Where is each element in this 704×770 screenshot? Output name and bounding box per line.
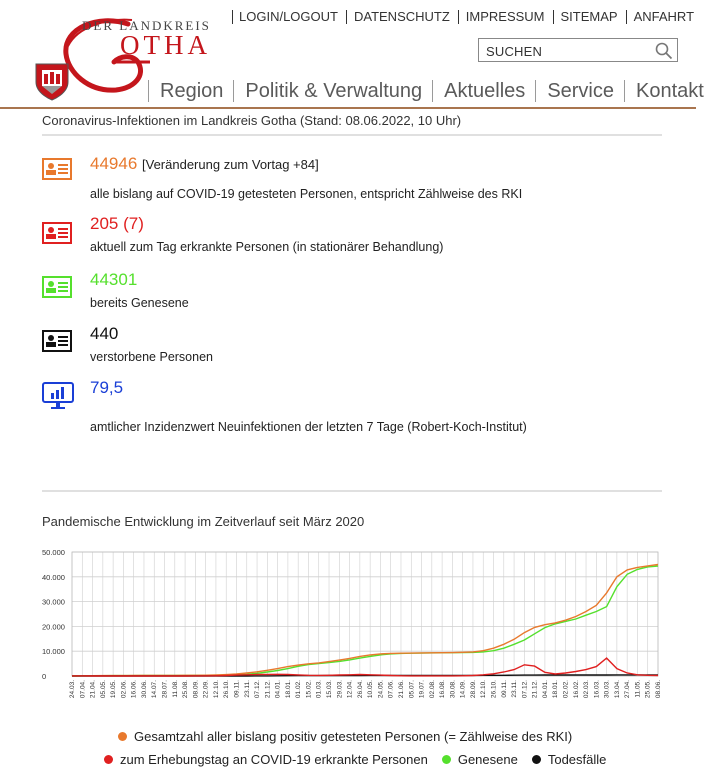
x-tick-label: 18.01. — [552, 680, 560, 699]
x-tick-label: 14.09. — [459, 680, 467, 699]
x-tick-label: 21.12. — [264, 680, 272, 699]
nav-sitemap[interactable]: SITEMAP — [553, 10, 626, 24]
x-tick-label: 02.03. — [583, 680, 591, 699]
search-input[interactable] — [478, 38, 678, 62]
x-tick-label: 04.01. — [274, 680, 282, 699]
x-tick-label: 07.12. — [254, 680, 262, 699]
top-navigation — [232, 10, 702, 24]
x-tick-label: 12.10. — [480, 680, 488, 699]
legend-dot-icon — [118, 732, 127, 741]
mainnav-region[interactable]: Region — [148, 80, 233, 102]
x-tick-label: 28.09. — [469, 680, 477, 699]
stat-incidence-value: 79,5 — [90, 378, 124, 397]
stat-total-row — [90, 154, 319, 174]
x-tick-label: 21.12. — [531, 680, 539, 699]
x-tick-label: 30.03. — [603, 680, 611, 699]
legend-label-recovered: Genesene — [457, 752, 518, 767]
x-tick-label: 15.02. — [305, 680, 313, 699]
stat-recovered-desc: bereits Genesene — [90, 296, 189, 310]
x-tick-label: 12.10. — [212, 680, 220, 699]
x-tick-label: 19.05. — [110, 680, 118, 699]
legend-dot-icon — [442, 755, 451, 764]
stat-sick-value: 205 (7) — [90, 214, 144, 233]
search-icon[interactable] — [655, 42, 673, 60]
id-card-icon — [42, 276, 72, 298]
x-tick-label: 24.03. — [69, 680, 76, 699]
x-tick-label: 02.06. — [120, 680, 128, 699]
stat-incidence — [42, 378, 662, 438]
x-tick-label: 09.11. — [233, 680, 241, 698]
x-tick-label: 11.05. — [634, 680, 642, 698]
header-divider — [0, 107, 696, 109]
legend-label-total: Gesamtzahl aller bislang positiv getesteten Personen (= Zählweise des RKI) — [134, 729, 573, 744]
x-tick-label: 07.06. — [387, 680, 395, 699]
x-tick-label: 26.10. — [223, 680, 231, 699]
x-tick-label: 01.03. — [315, 680, 323, 699]
site-header — [0, 0, 704, 110]
x-tick-label: 16.08. — [439, 680, 447, 699]
x-tick-label: 30.06. — [140, 680, 148, 699]
x-tick-label: 25.08. — [182, 680, 190, 699]
x-tick-label: 11.08. — [171, 680, 179, 698]
y-tick-label: 50.000 — [42, 548, 65, 557]
id-card-icon — [42, 330, 72, 352]
legend-item-recovered — [442, 752, 518, 767]
x-tick-label: 08.06. — [655, 680, 662, 699]
legend-label-deaths: Todesfälle — [547, 752, 607, 767]
pandemic-line-chart — [0, 540, 696, 720]
x-tick-label: 14.07. — [151, 680, 159, 699]
x-tick-label: 02.08. — [428, 680, 436, 699]
x-tick-label: 18.01. — [284, 680, 292, 699]
x-tick-label: 04.01. — [541, 680, 549, 699]
stat-total-value: 44946 — [90, 154, 138, 173]
divider — [42, 490, 662, 492]
id-card-icon — [42, 222, 72, 244]
x-tick-label: 23.11. — [511, 680, 519, 698]
chart-legend-row1 — [118, 729, 586, 744]
series-line-1 — [72, 658, 658, 676]
stat-sick-desc: aktuell zum Tag erkrankte Personen (in stationärer Behandlung) — [90, 240, 444, 254]
nav-datenschutz[interactable]: DATENSCHUTZ — [346, 10, 458, 24]
divider — [42, 134, 662, 136]
x-tick-label: 23.11. — [243, 680, 251, 698]
coat-of-arms-icon — [34, 62, 70, 102]
x-tick-label: 15.03. — [326, 680, 334, 699]
x-tick-label: 21.04. — [89, 680, 97, 699]
id-card-icon — [42, 158, 72, 180]
nav-anfahrt[interactable]: ANFAHRT — [626, 10, 702, 24]
x-tick-label: 07.04. — [79, 680, 87, 699]
x-tick-label: 26.10. — [490, 680, 498, 699]
legend-item-sick — [104, 752, 428, 767]
x-tick-label: 29.03. — [336, 680, 344, 699]
stat-recovered — [42, 270, 662, 320]
stat-incidence-desc: amtlicher Inzidenzwert Neuinfektionen der letzten 7 Tage (Robert-Koch-Institut) — [90, 420, 527, 434]
stat-deaths-desc: verstorbene Personen — [90, 350, 213, 364]
stat-total-desc: alle bislang auf COVID-19 getesteten Personen, entspricht Zählweise des RKI — [90, 187, 523, 201]
chart-title: Pandemische Entwicklung im Zeitverlauf seit März 2020 — [42, 514, 365, 529]
x-tick-label: 16.02. — [572, 680, 580, 699]
x-tick-label: 07.12. — [521, 680, 529, 699]
x-tick-label: 10.05. — [367, 680, 375, 699]
legend-dot-icon — [532, 755, 541, 764]
page-subtitle: Coronavirus-Infektionen im Landkreis Gotha (Stand: 08.06.2022, 10 Uhr) — [42, 113, 462, 128]
nav-login[interactable]: LOGIN/LOGOUT — [232, 10, 346, 24]
logo-top-text: DER LANDKREIS — [82, 18, 211, 33]
stat-total-change: [Veränderung zum Vortag +84] — [142, 157, 319, 172]
y-tick-label: 40.000 — [42, 572, 65, 582]
x-tick-label: 09.11. — [500, 680, 508, 698]
x-tick-label: 05.05. — [99, 680, 107, 699]
nav-impressum[interactable]: IMPRESSUM — [458, 10, 553, 24]
x-tick-label: 16.06. — [130, 680, 138, 699]
x-tick-label: 26.04. — [356, 680, 364, 699]
logo-main-text: OTHA — [120, 30, 211, 60]
x-tick-label: 24.05. — [377, 680, 385, 699]
x-tick-label: 12.04. — [346, 680, 354, 699]
main-navigation — [148, 80, 704, 102]
legend-item-total — [118, 729, 572, 744]
stat-total — [42, 154, 662, 204]
y-tick-label: 0 — [42, 672, 47, 681]
mainnav-aktuelles[interactable]: Aktuelles — [432, 80, 535, 102]
legend-label-sick: zum Erhebungstag an COVID-19 erkrankte Personen — [120, 752, 428, 767]
chart-legend-row2 — [104, 752, 620, 767]
y-tick-label: 30.000 — [42, 597, 65, 607]
y-tick-label: 10.000 — [42, 647, 65, 657]
monitor-chart-icon — [42, 382, 74, 410]
series-line-2 — [72, 566, 658, 676]
x-tick-label: 05.07. — [408, 680, 416, 699]
stat-recovered-value: 44301 — [90, 270, 138, 289]
x-tick-label: 19.07. — [418, 680, 426, 699]
legend-item-deaths — [532, 752, 607, 767]
mainnav-politik[interactable]: Politik & Verwaltung — [233, 80, 432, 102]
y-tick-label: 20.000 — [42, 622, 65, 632]
legend-dot-icon — [104, 755, 113, 764]
x-tick-label: 02.02. — [562, 680, 570, 699]
x-tick-label: 16.03. — [593, 680, 601, 699]
x-tick-label: 30.08. — [449, 680, 457, 699]
x-tick-label: 01.02. — [295, 680, 303, 699]
search-label: SUCHEN — [486, 44, 543, 59]
x-tick-label: 28.07. — [161, 680, 169, 699]
stat-deaths — [42, 324, 662, 374]
mainnav-service[interactable]: Service — [535, 80, 624, 102]
x-tick-label: 22.09. — [202, 680, 210, 699]
x-tick-label: 27.04. — [624, 680, 632, 699]
x-tick-label: 21.06. — [397, 680, 405, 699]
stat-deaths-value: 440 — [90, 324, 119, 343]
x-tick-label: 25.05. — [644, 680, 652, 699]
x-tick-label: 08.09. — [192, 680, 200, 699]
mainnav-kontakt[interactable]: Kontakt — [624, 80, 704, 102]
stat-sick — [42, 214, 662, 264]
x-tick-label: 13.04. — [613, 680, 621, 699]
